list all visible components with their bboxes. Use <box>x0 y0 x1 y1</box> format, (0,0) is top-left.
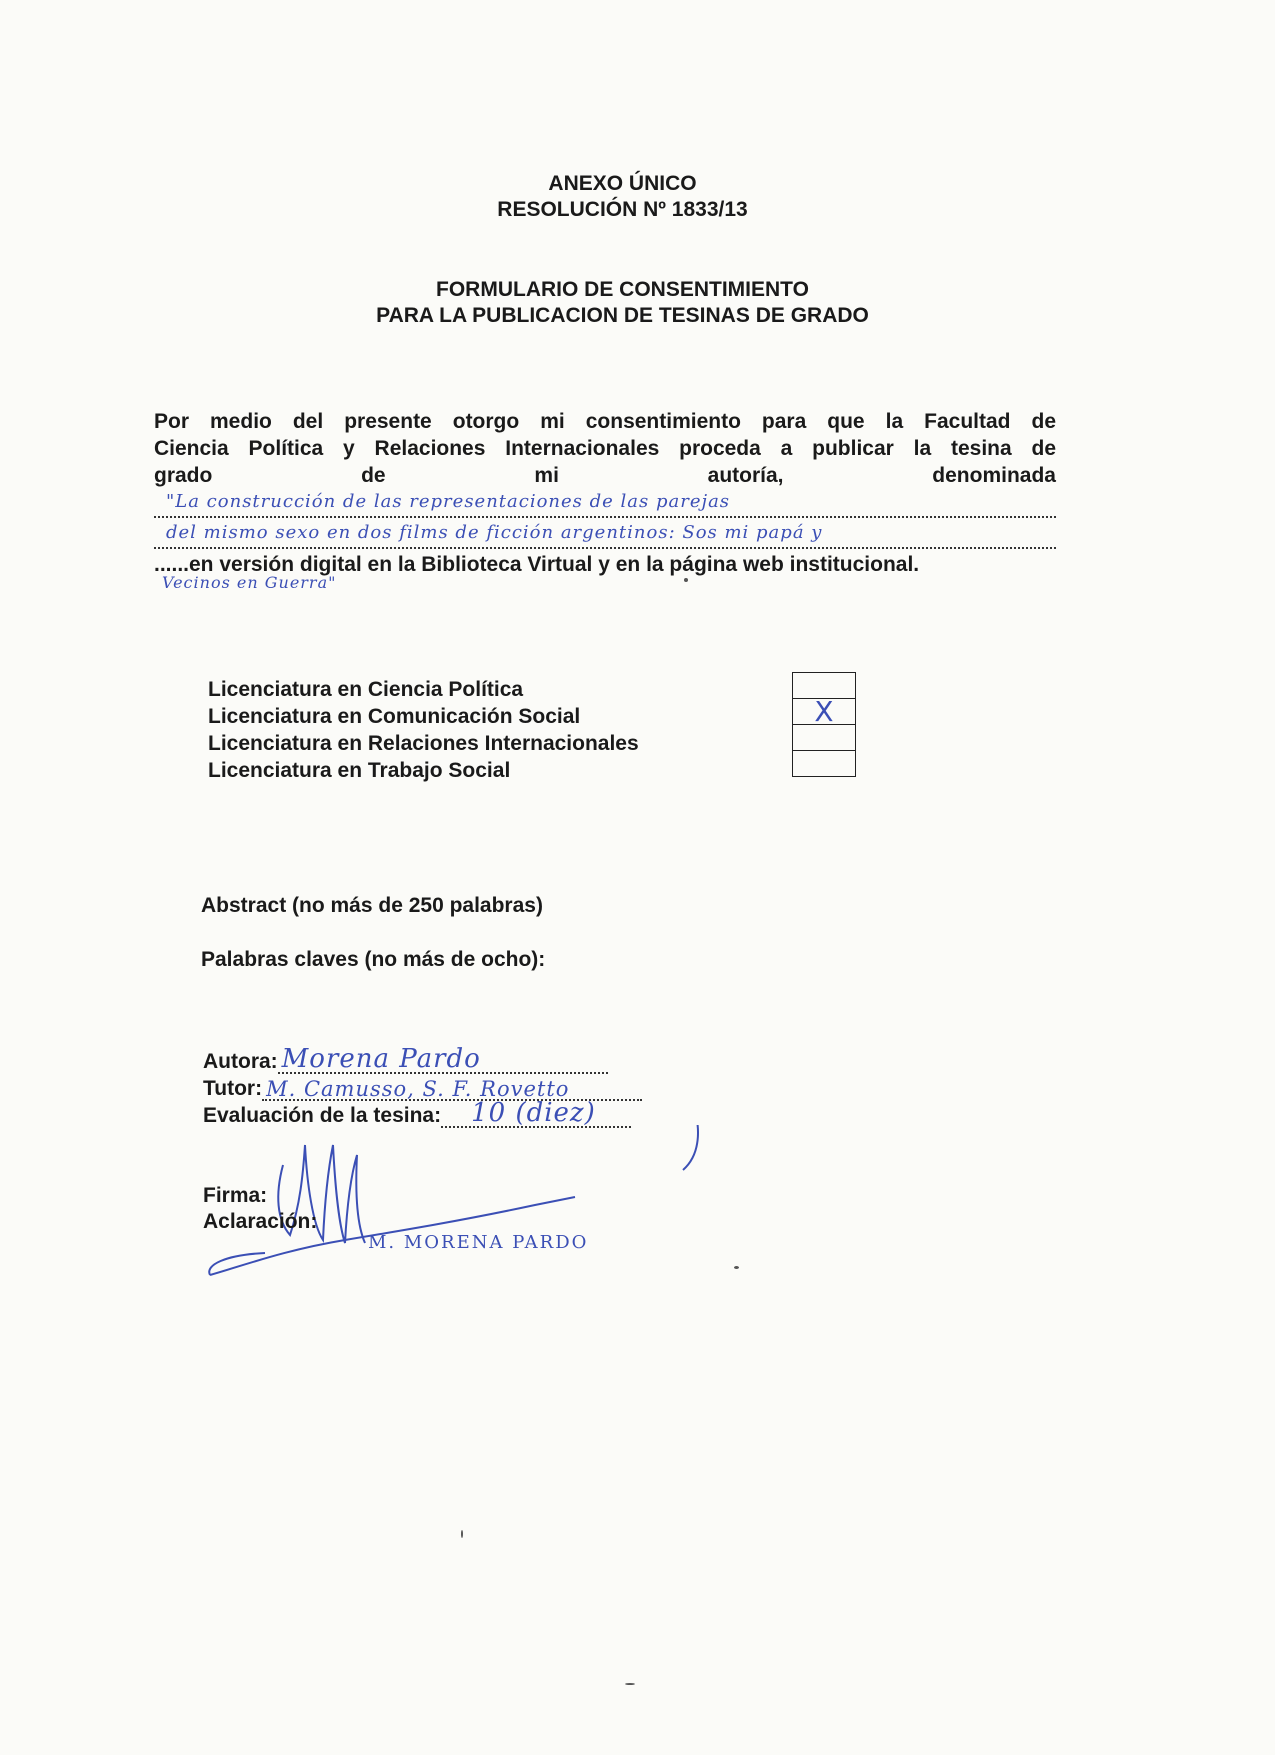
consent-word: denominada <box>932 464 1056 487</box>
career-checkbox-table <box>792 672 856 777</box>
career-trabajo-social: Licenciatura en Trabajo Social <box>208 759 511 782</box>
thesis-title-field-1[interactable] <box>154 489 1056 518</box>
resolution-number: RESOLUCIÓN Nº 1833/13 <box>497 198 748 221</box>
handwritten-thesis-title-3: Vecinos en Guerra" <box>162 573 337 592</box>
evaluation-label: Evaluación de la tesina: <box>203 1104 442 1127</box>
tutor-value: M. Camusso, S. F. Rovetto <box>266 1077 570 1101</box>
checkbox-trabajo-social[interactable] <box>793 751 856 777</box>
career-ciencia-politica: Licenciatura en Ciencia Política <box>208 678 524 701</box>
career-relaciones-internacionales: Licenciatura en Relaciones Internacionales <box>208 732 639 755</box>
clarification-label: Aclaración: <box>203 1210 318 1233</box>
consent-line-3 <box>154 462 1056 489</box>
signature-field <box>203 1184 267 1208</box>
keywords-label: Palabras claves (no más de ocho): <box>201 948 546 971</box>
thesis-title-field-2[interactable] <box>154 520 1056 549</box>
consent-word: autoría, <box>707 464 784 487</box>
evaluation-value: 10 (diez) <box>471 1098 596 1128</box>
checkbox-relaciones-internacionales[interactable] <box>793 725 856 751</box>
form-title-line-2: PARA LA PUBLICACION DE TESINAS DE GRADO <box>376 304 869 327</box>
author-label: Autora: <box>203 1050 278 1073</box>
career-comunicacion-social: Licenciatura en Comunicación Social <box>208 705 581 728</box>
consent-paragraph <box>154 408 1056 578</box>
annex-title: ANEXO ÚNICO <box>548 172 697 195</box>
form-title-line-1: FORMULARIO DE CONSENTIMIENTO <box>436 278 809 301</box>
author-field <box>203 1044 608 1074</box>
consent-word: de <box>361 464 386 487</box>
abstract-label: Abstract (no más de 250 palabras) <box>201 894 543 917</box>
scan-speck <box>734 1266 739 1269</box>
consent-line-end: ......en versión digital en la Biblioteca Virtual y en la página web institucional. <box>154 553 920 576</box>
checkbox-comunicacion-social[interactable]: X <box>793 699 856 725</box>
consent-line-1: Por medio del presente otorgo mi consentimiento para que la Facultad de <box>154 410 1056 433</box>
handwritten-thesis-title-2: del mismo sexo en dos films de ficción argentinos: Sos mi papá y <box>166 522 823 543</box>
scan-speck <box>625 1683 635 1685</box>
careers-list <box>208 676 639 784</box>
signature-label: Firma: <box>203 1184 268 1207</box>
handwritten-thesis-title-1: "La construcción de las representaciones de las parejas <box>166 491 731 512</box>
clarification-field <box>203 1210 317 1234</box>
tutor-label: Tutor: <box>203 1077 263 1100</box>
scan-speck <box>461 1530 463 1538</box>
consent-word: mi <box>534 464 559 487</box>
consent-line-2: Ciencia Política y Relaciones Internacionales proceda a publicar la tesina de <box>154 437 1056 460</box>
consent-word: grado <box>154 464 213 487</box>
author-value: Morena Pardo <box>281 1044 481 1074</box>
clarification-value: M. MORENA PARDO <box>368 1232 589 1253</box>
author-input[interactable] <box>278 1044 608 1074</box>
scan-speck <box>684 578 688 582</box>
